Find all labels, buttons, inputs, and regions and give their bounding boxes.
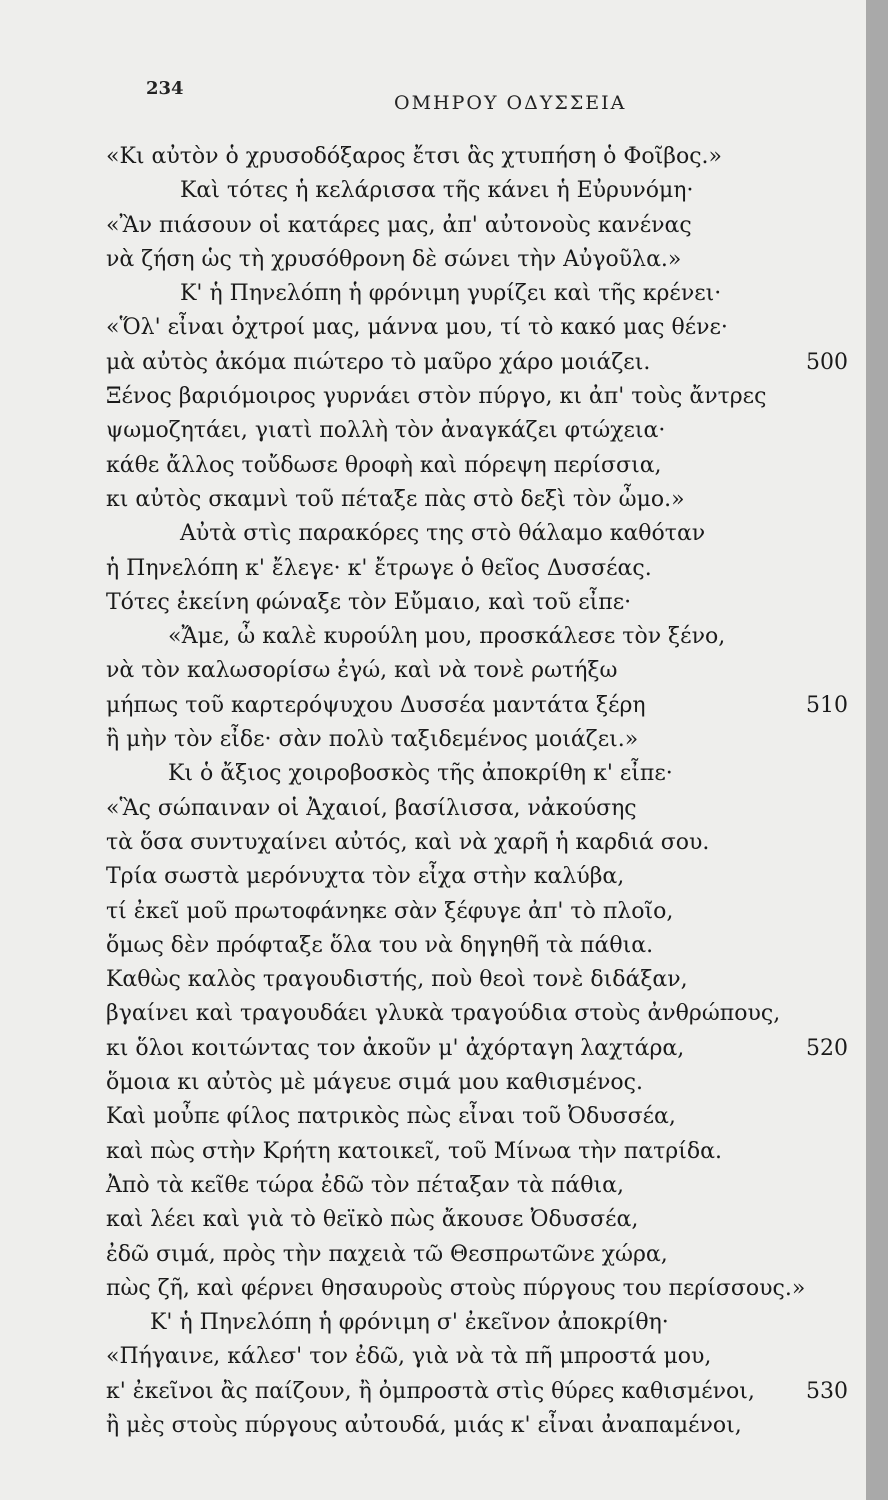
- verse-line-text: κ' ἐκεῖνοι ἂς παίζουν, ἢ ὀμπροστὰ στὶς θύρες καθισμένοι,: [106, 1378, 755, 1404]
- verse-line-text: νὰ τὸν καλωσορίσω ἐγώ, καὶ νὰ τονὲ ρωτήξω: [106, 658, 618, 684]
- verse-line-text: κι αὐτὸς σκαμνὶ τοῦ πέταξε πὰς στὸ δεξὶ τὸν ὦμο.»: [106, 486, 685, 512]
- page-number: 234: [146, 78, 184, 99]
- verse-line: [106, 449, 866, 483]
- verse-line-text: «Ὅλ' εἶναι ὀχτροί μας, μάννα μου, τί τὸ κακό μας θένε·: [106, 315, 728, 341]
- verse-line-text: τί ἐκεῖ μοῦ πρωτοφάνηκε σὰν ξέφυγε ἀπ' τὸ πλοῖο,: [106, 898, 674, 924]
- verse-line-text: Καὶ μοὖπε φίλος πατρικὸς πὼς εἶναι τοῦ Ὀδυσσέα,: [106, 1104, 676, 1130]
- verse-line-text: κι ὅλοι κοιτώντας τον ἀκοῦν μ' ἀχόρταγη λαχτάρα,: [106, 1035, 685, 1061]
- verse-line: [106, 689, 866, 723]
- verse-line: [106, 963, 866, 997]
- verse-line: [106, 1375, 866, 1409]
- verse-line: [106, 1409, 866, 1443]
- verse-line: [106, 997, 866, 1031]
- verse-line: [106, 654, 866, 688]
- verse-line-text: Τότες ἐκείνη φώναξε τὸν Εὔμαιο, καὶ τοῦ εἶπε·: [106, 589, 632, 615]
- verse-line: [106, 860, 866, 894]
- verse-line: [106, 346, 866, 380]
- verse-line: [106, 757, 866, 791]
- verse-line: [106, 1066, 866, 1100]
- verse-line: [106, 895, 866, 929]
- verse-line-text: πὼς ζῆ, καὶ φέρνει θησαυροὺς στοὺς πύργους του περίσσους.»: [106, 1275, 806, 1301]
- verse-line: [106, 929, 866, 963]
- verse-line-text: ἡ Πηνελόπη κ' ἔλεγε· κ' ἔτρωγε ὁ θεῖος Δυσσέας.: [106, 555, 652, 581]
- verse-line-text: νὰ ζήση ὡς τὴ χρυσόθρονη δὲ σώνει τὴν Αὐγοῦλα.»: [106, 246, 682, 272]
- verse-line: [106, 1203, 866, 1237]
- verse-line: [106, 140, 866, 174]
- verse-line-text: Κ' ἡ Πηνελόπη ἡ φρόνιμη γυρίζει καὶ τῆς κρένει·: [180, 281, 722, 307]
- verse-line: [106, 414, 866, 448]
- verse-line-text: Καὶ τότες ἡ κελάρισσα τῆς κάνει ἡ Εὐρυνόμη·: [180, 178, 694, 204]
- verse-line-text: ἢ μὲς στοὺς πύργους αὐτουδά, μιάς κ' εἶναι ἀναπαμένοι,: [106, 1412, 742, 1438]
- running-header: ΟΜΗΡΟΥ ΟΔΥΣΣΕΙΑ: [394, 92, 627, 114]
- verse-line: [106, 1100, 866, 1134]
- verse-line: [106, 311, 866, 345]
- verse-line: [106, 1340, 866, 1374]
- verse-line-text: μὰ αὐτὸς ἀκόμα πιώτερο τὸ μαῦρο χάρο μοιάζει.: [106, 349, 651, 375]
- verse-line: [106, 1135, 866, 1169]
- verse-line-text: «Ἃς σώπαιναν οἱ Ἀχαιοί, βασίλισσα, νἀκούσης: [106, 795, 637, 821]
- verse-line: [106, 1032, 866, 1066]
- line-number: 530: [806, 1378, 848, 1404]
- verse-line-text: «Κι αὐτὸν ὁ χρυσοδόξαρος ἔτσι ἃς χτυπήση ὁ Φοῖβος.»: [106, 144, 722, 169]
- verse-line-text: μήπως τοῦ καρτερόψυχου Δυσσέα μαντάτα ξέρη: [106, 692, 646, 718]
- verse-line-text: Ἀπὸ τὰ κεῖθε τώρα ἐδῶ τὸν πέταξαν τὰ πάθια,: [106, 1172, 624, 1198]
- verse-line-text: καὶ λέει καὶ γιὰ τὸ θεϊκὸ πὼς ἄκουσε Ὀδυσσέα,: [106, 1207, 639, 1233]
- verse-line: [106, 1272, 866, 1306]
- verse-line-text: «Πήγαινε, κάλεσ' τον ἐδῶ, γιὰ νὰ τὰ πῆ μπροστά μου,: [106, 1344, 712, 1370]
- verse-line-text: βγαίνει καὶ τραγουδάει γλυκὰ τραγούδια στοὺς ἀνθρώπους,: [106, 1001, 781, 1027]
- verse-line-text: ὅμοια κι αὐτὸς μὲ μάγευε σιμά μου καθισμένος.: [106, 1070, 643, 1096]
- verse-line-text: Τρία σωστὰ μερόνυχτα τὸν εἶχα στὴν καλύβα,: [106, 864, 625, 890]
- verse-line: [106, 1238, 866, 1272]
- verse-line: [106, 1306, 866, 1340]
- verse-line-text: Κι ὁ ἄξιος χοιροβοσκὸς τῆς ἀποκρίθη κ' εἶπε·: [168, 761, 673, 787]
- verse-line: [106, 483, 866, 517]
- verse-line-text: ἐδῶ σιμά, πρὸς τὴν παχειὰ τῶ Θεσπρωτῶνε χώρα,: [106, 1241, 668, 1267]
- verse-line: [106, 586, 866, 620]
- verse-line: [106, 517, 866, 551]
- verse-line: [106, 792, 866, 826]
- verse-line-text: «Ἄμε, ὦ καλὲ κυρούλη μου, προσκάλεσε τὸν ξένο,: [168, 624, 726, 650]
- verse-line: [106, 209, 866, 243]
- verse-line-text: ψωμοζητάει, γιατὶ πολλὴ τὸν ἀναγκάζει φτώχεια·: [106, 418, 666, 444]
- verse-line-text: κάθε ἄλλος τοὔδωσε θροφὴ καὶ πόρεψη περίσσια,: [106, 452, 662, 478]
- line-number: 500: [806, 349, 848, 375]
- verse-line: [106, 552, 866, 586]
- verse-line: [106, 1169, 866, 1203]
- facing-page-edge: [866, 0, 888, 1500]
- verse-line-text: ἢ μὴν τὸν εἶδε· σὰν πολὺ ταξιδεμένος μοιάζει.»: [106, 727, 639, 753]
- verse-line: [106, 620, 866, 654]
- verse-line: [106, 174, 866, 208]
- line-number: 510: [806, 692, 848, 718]
- verse-line-text: ὅμως δὲν πρόφταξε ὅλα του νὰ δηγηθῆ τὰ πάθια.: [106, 932, 654, 958]
- verse-line: [106, 826, 866, 860]
- verse-line-text: Ξένος βαριόμοιρος γυρνάει στὸν πύργο, κι ἀπ' τοὺς ἄντρες: [106, 384, 767, 410]
- verse-line-text: «Ἂν πιάσουν οἱ κατάρες μας, ἀπ' αὐτονοὺς κανένας: [106, 212, 692, 238]
- verse-line-text: Αὐτὰ στὶς παρακόρες της στὸ θάλαμο καθόταν: [180, 521, 706, 547]
- verse-line-text: τὰ ὅσα συντυχαίνει αὐτός, καὶ νὰ χαρῆ ἡ καρδιά σου.: [106, 829, 710, 855]
- verse-line: [106, 277, 866, 311]
- verse-line-text: Καθὼς καλὸς τραγουδιστής, ποὺ θεοὶ τονὲ διδάξαν,: [106, 967, 688, 993]
- verse-line-text: καὶ πὼς στὴν Κρήτη κατοικεῖ, τοῦ Μίνωα τὴν πατρίδα.: [106, 1138, 722, 1164]
- verse-line: [106, 380, 866, 414]
- verse-line: [106, 243, 866, 277]
- verse-text-block: [106, 140, 866, 1443]
- line-number: 520: [806, 1035, 848, 1061]
- verse-line: [106, 723, 866, 757]
- verse-line-text: Κ' ἡ Πηνελόπη ἡ φρόνιμη σ' ἐκεῖνον ἀποκρίθη·: [150, 1310, 669, 1336]
